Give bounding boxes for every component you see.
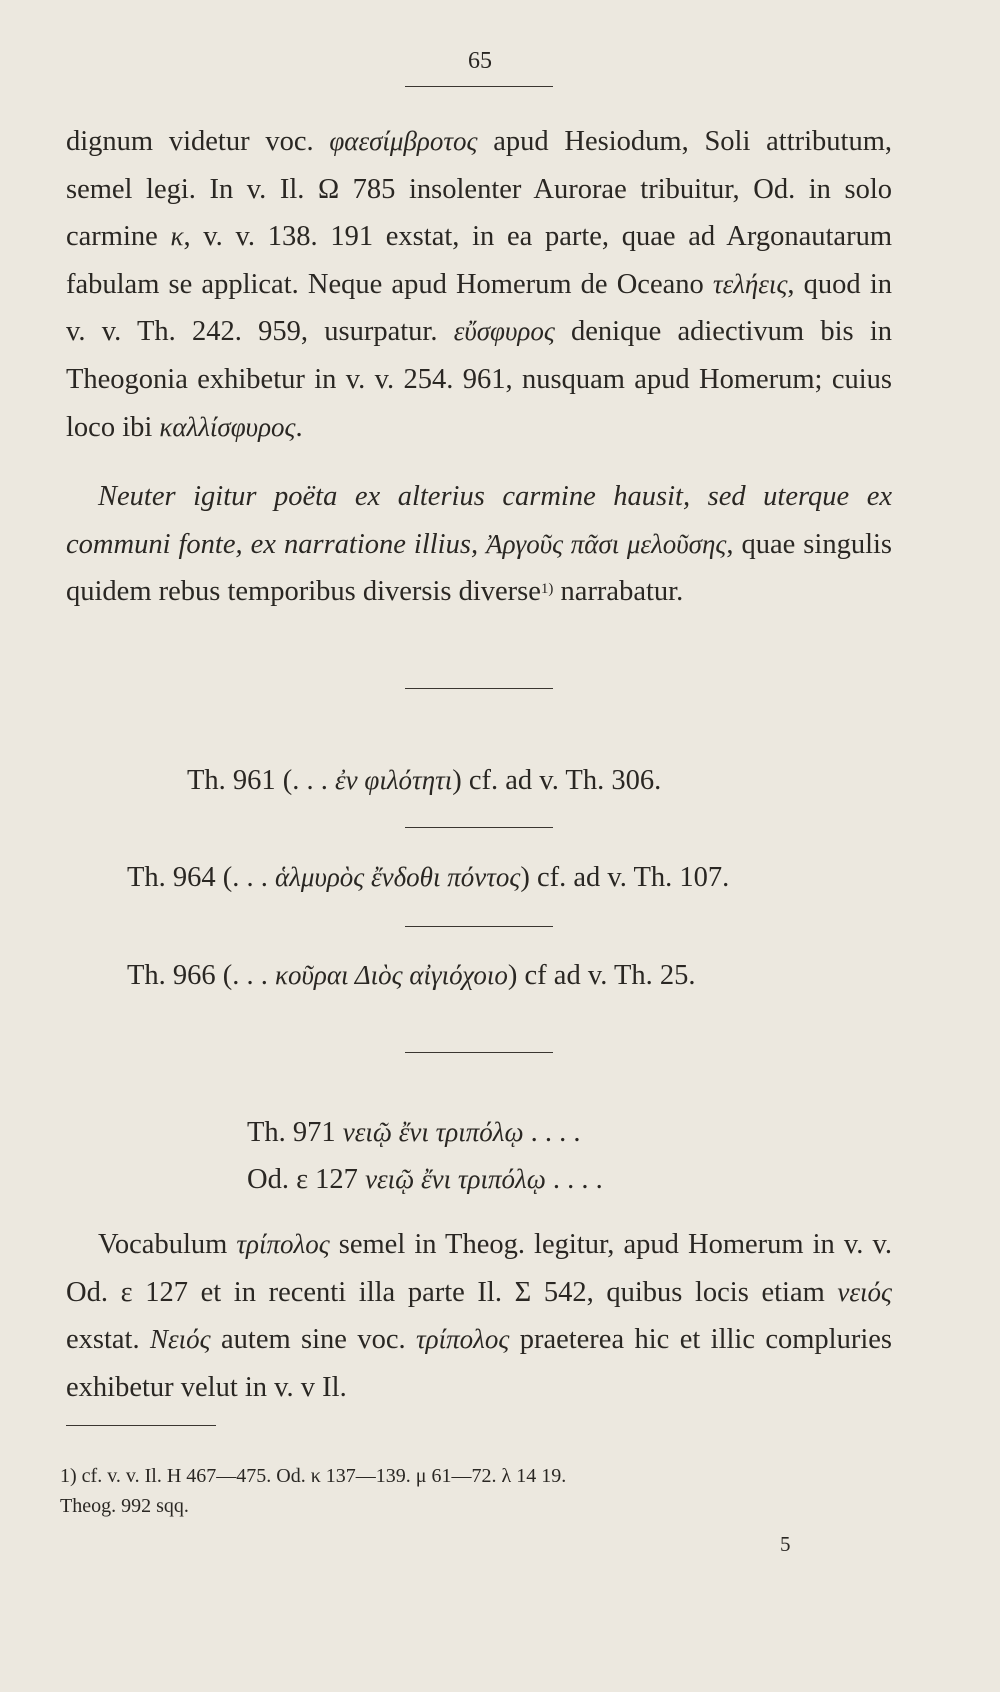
text: Vocabulum xyxy=(98,1229,237,1260)
paragraph-3 xyxy=(66,1221,892,1411)
greek-phrase: ἐν φιλότητι xyxy=(335,765,453,795)
footnote-ref: 1) xyxy=(540,581,554,598)
greek-word: νειός xyxy=(837,1276,892,1307)
greek-word: εὔσφυρος xyxy=(453,316,555,347)
ref-text: Th. 961 (. . . xyxy=(187,765,336,796)
greek-word: Νειός xyxy=(150,1324,211,1355)
greek-word: τελήεις xyxy=(712,268,788,299)
greek-phrase: κοῦραι Διὸς αἰγιόχοιο xyxy=(275,960,508,990)
italic-text: Neuter igitur poëta ex alterius carmine hausit, sed uterque ex communi fonte, ex narratione illius, xyxy=(66,481,892,560)
quote-ellipsis: . . . . xyxy=(523,1117,581,1148)
text: semel in Theog. legitur, apud Homerum in v. v. Od. ε 127 et in recenti illa parte Il. Σ 542, quibus locis etiam xyxy=(66,1229,892,1308)
text: autem sine voc. xyxy=(210,1324,416,1356)
footnote-line: Theog. 992 sqq. xyxy=(60,1495,189,1517)
reference-line xyxy=(127,862,729,894)
ref-text: Th. 966 (. . . xyxy=(127,960,276,991)
greek-word: φαεσίμβροτος xyxy=(329,126,478,156)
text: narrabatur. xyxy=(553,576,684,608)
paragraph-1 xyxy=(66,118,892,451)
footnote-rule xyxy=(66,1425,216,1426)
ref-text: ) cf. ad v. Th. 306. xyxy=(452,765,662,796)
greek-phrase: ἁλμυρὸς ἔνδοθι πόντος xyxy=(275,862,521,892)
text: exstat. xyxy=(66,1324,150,1356)
section-rule xyxy=(405,1052,553,1053)
signature-mark: 5 xyxy=(780,1532,791,1556)
ref-text: ) cf. ad v. Th. 107. xyxy=(520,862,730,893)
section-rule xyxy=(405,688,553,689)
ref-text: ) cf ad v. Th. 25. xyxy=(507,960,696,991)
quote-ref: Od. ε 127 xyxy=(247,1164,366,1195)
quote-line xyxy=(247,1164,603,1196)
reference-line xyxy=(187,765,661,797)
greek-phrase: νειῷ ἔνι τριπόλῳ xyxy=(342,1117,524,1147)
header-rule xyxy=(405,86,553,87)
quote-ellipsis: . . . . xyxy=(545,1164,603,1195)
paragraph-2 xyxy=(66,473,892,616)
greek-word: τρίπολος xyxy=(236,1229,330,1259)
section-rule xyxy=(405,926,553,927)
text: dignum videtur voc. xyxy=(66,126,330,157)
greek-word: κ xyxy=(170,221,184,252)
footnote-line: 1) cf. v. v. Il. Η 467—475. Od. κ 137—139. μ 61—72. λ 14 19. xyxy=(60,1465,567,1487)
text: , quae singulis quidem rebus temporibus diversis diverse xyxy=(66,528,892,608)
greek-word: τρίπολος xyxy=(416,1324,510,1355)
quote-line xyxy=(247,1117,581,1149)
page-number: 65 xyxy=(468,48,492,74)
greek-phrase: νειῷ ἔνι τριπόλῳ xyxy=(365,1164,546,1194)
greek-word: καλλίσφυρος xyxy=(159,411,296,442)
quote-ref: Th. 971 xyxy=(247,1117,343,1148)
text: , quod in v. v. Th. 242. 959, usurpatur. xyxy=(66,268,892,348)
text: , v. v. 138. 191 exstat, in ea parte, quae ad Argonautarum fabulam se applicat. Neque apud Homerum de Oceano xyxy=(66,221,892,300)
reference-line xyxy=(127,960,696,992)
greek-phrase: Ἀργοῦς πᾶσι μελοῦσης xyxy=(486,528,727,559)
text: . xyxy=(295,411,303,443)
ref-text: Th. 964 (. . . xyxy=(127,862,276,893)
text: praeterea hic et illic compluries exhibetur velut in v. v Il. xyxy=(66,1324,892,1403)
text: denique adiectivum bis in Theogonia exhibetur in v. v. 254. 961, nusquam apud Homerum; cuius loco ibi xyxy=(66,316,892,443)
section-rule xyxy=(405,827,553,828)
text: apud Hesiodum, Soli attributum, semel legi. In v. Il. Ω 785 insolenter Aurorae tribuitur, Od. in solo carmine xyxy=(66,126,893,253)
